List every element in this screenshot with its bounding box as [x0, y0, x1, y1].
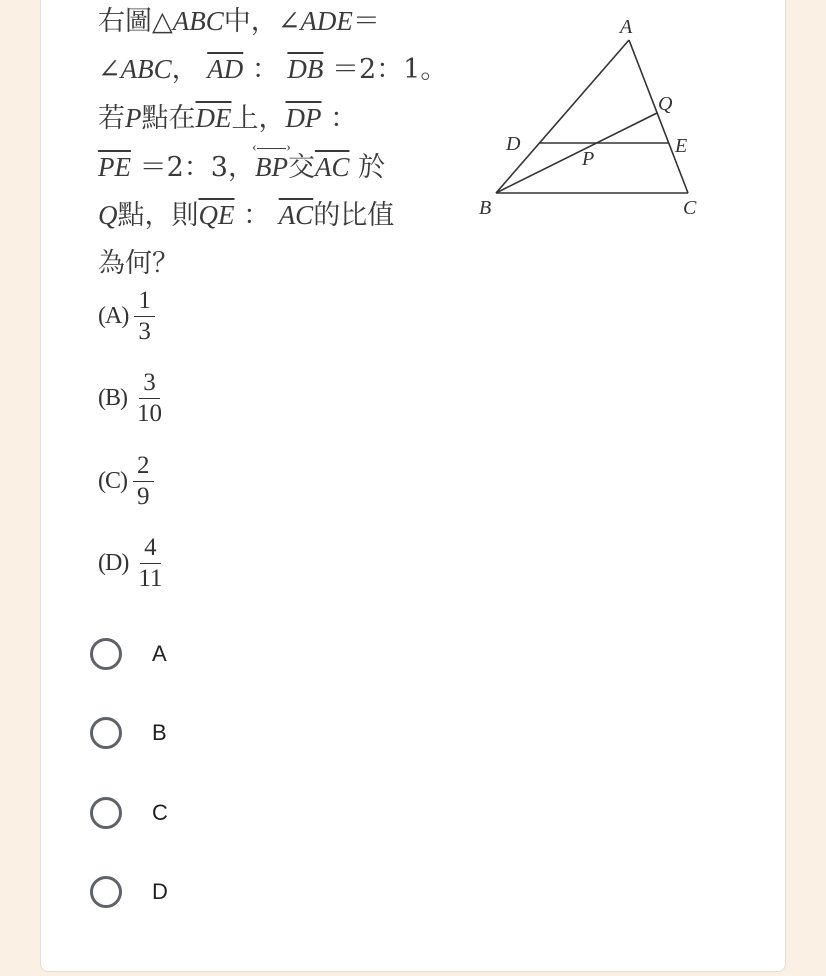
radio-button-d[interactable]: [90, 876, 122, 908]
radio-button-a[interactable]: [90, 638, 122, 670]
fraction: $\frac{3}{10}$: [137, 368, 162, 427]
radio-button-c[interactable]: [90, 797, 122, 829]
radio-button-b[interactable]: [90, 717, 122, 749]
choice-d[interactable]: [90, 872, 168, 912]
side-ab: [496, 40, 629, 193]
label-a: A: [620, 16, 633, 38]
ray-bp: ‹ BP ›: [251, 140, 291, 182]
option-b: (B) $\frac{3}{10}$: [98, 366, 166, 430]
ray-left-arrow-icon: ‹: [251, 140, 257, 155]
option-d: (D) $\frac{4}{11}$: [98, 531, 166, 595]
triangle-figure: [470, 10, 710, 225]
choice-label-b[interactable]: B: [152, 720, 167, 745]
choice-b[interactable]: [90, 713, 167, 753]
label-b: B: [479, 197, 492, 219]
choice-label-a[interactable]: A: [152, 641, 167, 666]
fraction: $\frac{2}{9}$: [133, 452, 154, 511]
ray-right-arrow-icon: ›: [286, 140, 291, 155]
question-line-2: ∠ABC， $\overline{AD}$ ： $\overline{DB} =2$：1。: [98, 54, 448, 85]
question-line-1: 右圖△ABC中，∠ADE＝: [98, 6, 380, 37]
question-line-6: 為何？: [98, 248, 179, 279]
question-line-4: $\overline{PE} =2$：3， ‹ BP › 交$\overline{AC}$ 於: [98, 140, 386, 183]
label-e: E: [675, 135, 688, 157]
option-c: (C) $\frac{2}{9}$: [98, 449, 154, 513]
choice-label-d[interactable]: D: [152, 879, 168, 904]
question-line-5: Q點，則$\overline{QE}$ ： $\overline{AC}$的比值: [98, 200, 395, 231]
label-q: Q: [658, 93, 673, 115]
label-d: D: [506, 133, 521, 155]
side-ac: [629, 40, 688, 193]
fraction: $\frac{4}{11}$: [138, 533, 163, 592]
fraction: $\frac{1}{3}$: [134, 287, 155, 346]
option-a: (A) $\frac{1}{3}$: [98, 284, 155, 348]
choice-c[interactable]: [90, 793, 168, 833]
label-c: C: [683, 197, 697, 219]
choice-label-c[interactable]: C: [152, 800, 168, 825]
choice-a[interactable]: [90, 634, 167, 674]
label-p: P: [582, 148, 595, 170]
question-line-3: 若P點在$\overline{DE}$上，$\overline{DP}$ ：: [98, 103, 358, 134]
